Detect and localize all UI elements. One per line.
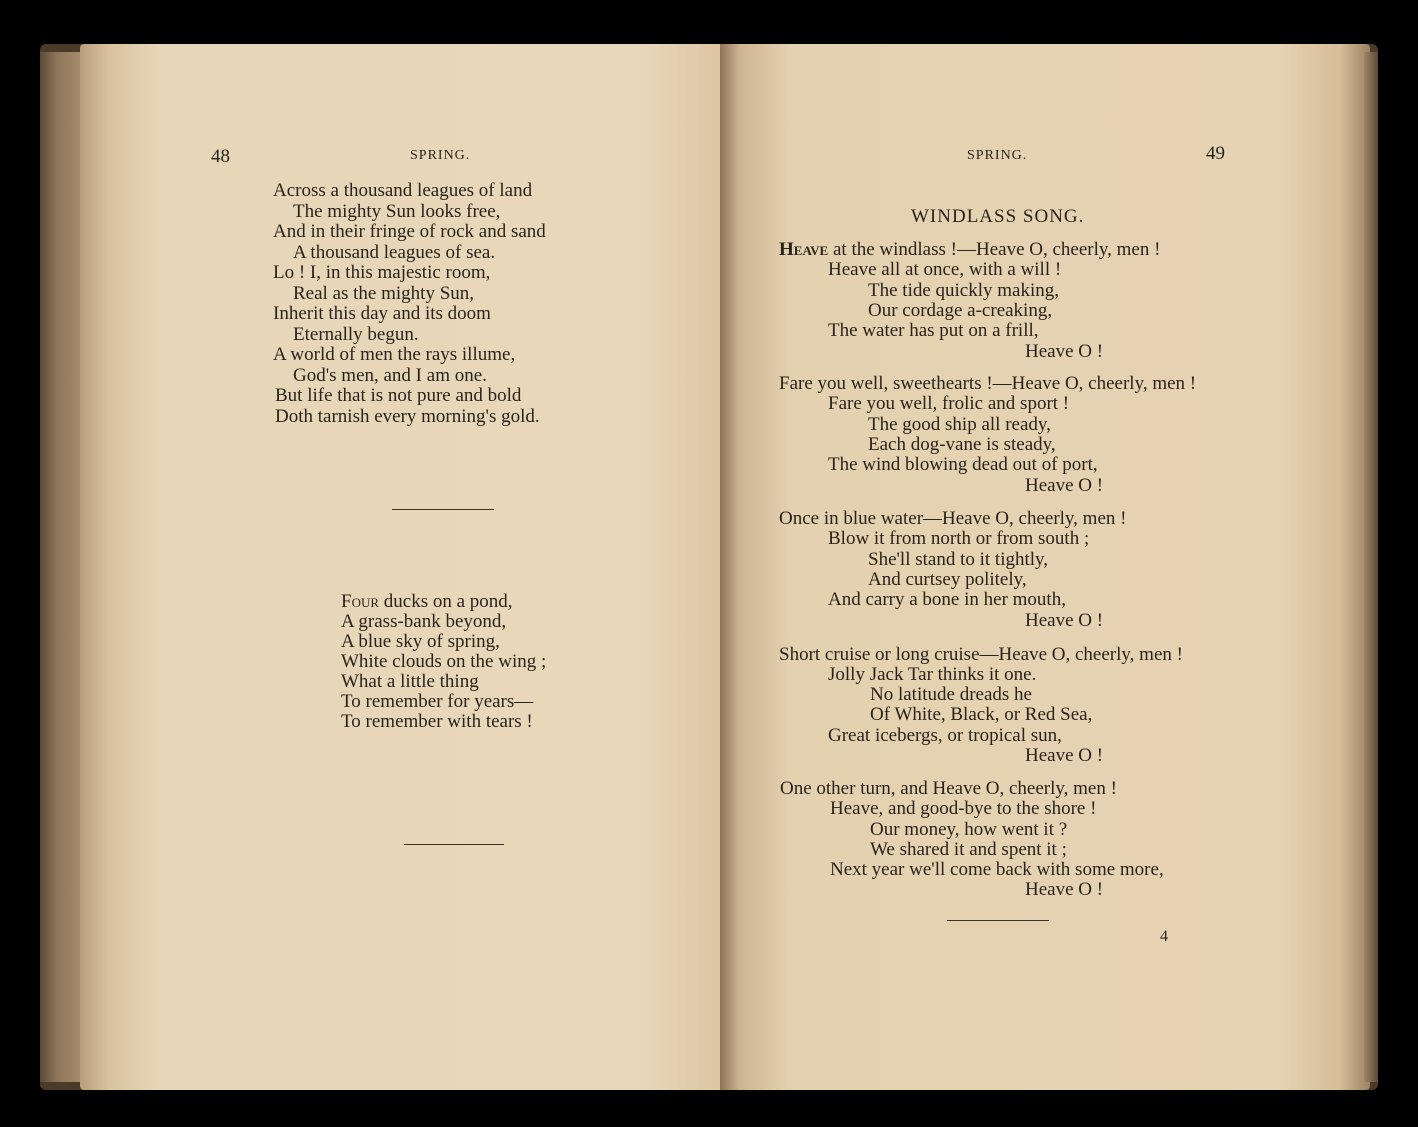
verse-line: Fare you well, sweethearts !—Heave O, cheerly, men ! xyxy=(779,373,1197,394)
section-divider xyxy=(404,844,504,845)
verse-line: The wind blowing dead out of port, xyxy=(828,454,1098,475)
refrain: Heave O ! xyxy=(1025,341,1104,362)
verse-line: White clouds on the wing ; xyxy=(341,651,547,672)
left-page xyxy=(80,44,760,1090)
verse-line: The good ship all ready, xyxy=(868,414,1051,435)
right-page xyxy=(720,44,1370,1090)
running-head-left: SPRING. xyxy=(410,148,471,163)
verse-line: And in their fringe of rock and sand xyxy=(273,221,546,242)
page-number-right: 49 xyxy=(1206,143,1225,164)
verse-line: Short cruise or long cruise—Heave O, cheerly, men ! xyxy=(779,644,1183,665)
refrain: Heave O ! xyxy=(1025,745,1104,766)
verse-line: But life that is not pure and bold xyxy=(275,385,522,406)
book xyxy=(40,44,1378,1090)
verse-line: What a little thing xyxy=(341,671,479,692)
refrain: Heave O ! xyxy=(1025,475,1104,496)
verse-line: Each dog-vane is steady, xyxy=(868,434,1056,455)
verse-line: The mighty Sun looks free, xyxy=(293,201,501,222)
section-divider xyxy=(392,509,494,510)
verse-line: Blow it from north or from south ; xyxy=(828,528,1090,549)
drop-word: Heave xyxy=(779,239,829,260)
verse-line: A grass-bank beyond, xyxy=(341,611,507,632)
verse-line: Eternally begun. xyxy=(293,324,419,345)
verse-line: Across a thousand leagues of land xyxy=(273,180,533,201)
verse-line: And curtsey politely, xyxy=(868,569,1027,590)
verse-line: Heave, and good-bye to the shore ! xyxy=(830,798,1097,819)
running-head-right: SPRING. xyxy=(967,148,1028,163)
verse-line: Next year we'll come back with some more, xyxy=(830,859,1164,880)
verse-line: Great icebergs, or tropical sun, xyxy=(828,725,1062,746)
verse-line: Inherit this day and its doom xyxy=(273,303,491,324)
verse-line: Heave at the windlass !—Heave O, cheerly, men ! xyxy=(779,239,1161,260)
verse-line: Jolly Jack Tar thinks it one. xyxy=(828,664,1037,685)
verse-line: The tide quickly making, xyxy=(868,280,1060,301)
verse-line: And carry a bone in her mouth, xyxy=(828,589,1066,610)
verse-line: Fare you well, frolic and sport ! xyxy=(828,393,1070,414)
verse-line: A blue sky of spring, xyxy=(341,631,500,652)
refrain: Heave O ! xyxy=(1025,879,1104,900)
signature-mark: 4 xyxy=(1160,928,1168,945)
verse-line: To remember with tears ! xyxy=(341,711,533,732)
verse-line: Heave all at once, with a will ! xyxy=(828,259,1062,280)
verse-line: Four ducks on a pond, xyxy=(341,591,513,612)
drop-word: Four xyxy=(341,591,380,612)
verse-line: To remember for years— xyxy=(341,691,534,712)
section-divider xyxy=(947,920,1049,921)
verse-line: A thousand leagues of sea. xyxy=(293,242,496,263)
verse-line: No latitude dreads he xyxy=(870,684,1032,705)
verse-line: Lo ! I, in this majestic room, xyxy=(273,262,491,283)
verse-line: We shared it and spent it ; xyxy=(870,839,1067,860)
verse-line: Our cordage a-creaking, xyxy=(868,300,1053,321)
verse-line: Of White, Black, or Red Sea, xyxy=(870,704,1093,725)
book-spine-edge xyxy=(40,52,82,1082)
verse-line: A world of men the rays illume, xyxy=(273,344,516,365)
verse-line: Real as the mighty Sun, xyxy=(293,283,475,304)
verse-line: The water has put on a frill, xyxy=(828,320,1039,341)
verse-line: She'll stand to it tightly, xyxy=(868,549,1049,570)
verse-line: Doth tarnish every morning's gold. xyxy=(275,406,540,427)
verse-line: Our money, how went it ? xyxy=(870,819,1068,840)
page-number-left: 48 xyxy=(211,146,230,167)
verse-line: One other turn, and Heave O, cheerly, men ! xyxy=(780,778,1117,799)
book-fore-edge xyxy=(1364,52,1378,1082)
verse-line: Once in blue water—Heave O, cheerly, men ! xyxy=(779,508,1127,529)
refrain: Heave O ! xyxy=(1025,610,1104,631)
poem-title: WINDLASS SONG. xyxy=(911,206,1085,227)
verse-line: God's men, and I am one. xyxy=(293,365,487,386)
